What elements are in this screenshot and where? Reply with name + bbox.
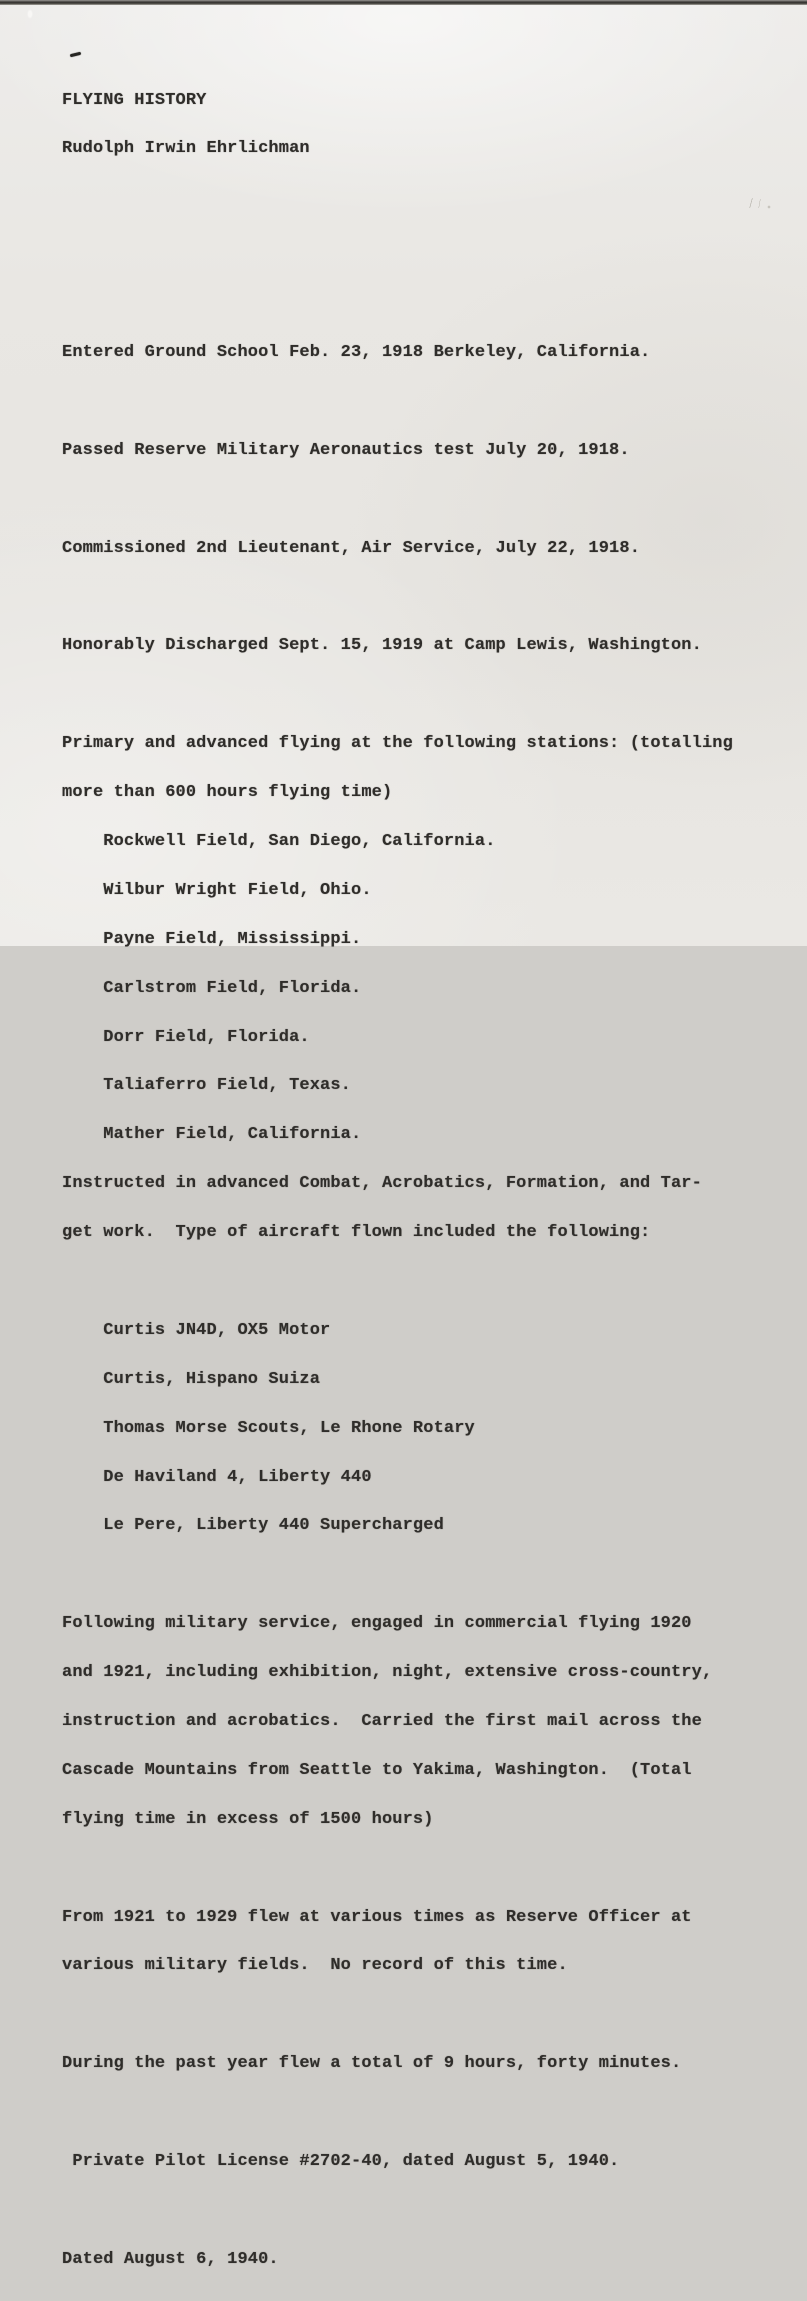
doc-line xyxy=(62,394,782,410)
doc-line xyxy=(62,2203,782,2219)
doc-line-station: Dorr Field, Florida. xyxy=(62,1027,310,1047)
doc-line-aircraft: Thomas Morse Scouts, Le Rhone Rotary xyxy=(62,1418,475,1438)
doc-line xyxy=(62,687,782,703)
doc-line-dated: Dated August 6, 1940. xyxy=(62,2249,279,2269)
doc-line-reserve: From 1921 to 1929 flew at various times as Reserve Officer at xyxy=(62,1907,692,1927)
doc-line-commercial: and 1921, including exhibition, night, extensive cross-country, xyxy=(62,1663,713,1683)
doc-line xyxy=(62,1567,782,1583)
doc-line-commercial: flying time in excess of 1500 hours) xyxy=(62,1809,434,1829)
doc-line-commissioned: Commissioned 2nd Lieutenant, Air Service, July 22, 1918. xyxy=(62,538,641,558)
doc-line xyxy=(62,492,782,508)
doc-line xyxy=(62,1861,782,1877)
scan-top-edge xyxy=(0,0,807,5)
doc-line-aircraft: Curtis, Hispano Suiza xyxy=(62,1369,321,1389)
doc-line-stations-intro: Primary and advanced flying at the following stations: (totalling xyxy=(62,734,733,754)
doc-line-aircraft: Le Pere, Liberty 440 Supercharged xyxy=(62,1516,444,1536)
doc-line xyxy=(62,239,782,255)
doc-line-instructed: Instructed in advanced Combat, Acrobatics, Formation, and Tar- xyxy=(62,1174,702,1194)
doc-line-station: Taliaferro Field, Texas. xyxy=(62,1076,352,1096)
doc-line-aircraft: Curtis JN4D, OX5 Motor xyxy=(62,1320,331,1340)
doc-line-commercial: instruction and acrobatics. Carried the first mail across the xyxy=(62,1711,702,1731)
doc-line-instructed: get work. Type of aircraft flown included the following: xyxy=(62,1223,651,1243)
doc-line-passed-test: Passed Reserve Military Aeronautics test July 20, 1918. xyxy=(62,440,630,460)
doc-title: FLYING HISTORY xyxy=(62,90,207,110)
doc-line-license: Private Pilot License #2702-40, dated August 5, 1940. xyxy=(62,2152,620,2171)
doc-line-past-year: During the past year flew a total of 9 hours, forty minutes. xyxy=(62,2054,682,2074)
typewritten-text xyxy=(62,60,782,2301)
doc-line-discharged: Honorably Discharged Sept. 15, 1919 at Camp Lewis, Washington. xyxy=(62,636,702,656)
doc-line-station: Carlstrom Field, Florida. xyxy=(62,978,362,998)
doc-line-entered-ground-school: Entered Ground School Feb. 23, 1918 Berkeley, California. xyxy=(62,343,651,363)
doc-line-stations-intro: more than 600 hours flying time) xyxy=(62,783,393,803)
doc-line xyxy=(62,2105,782,2121)
doc-line xyxy=(62,590,782,606)
doc-line xyxy=(62,1274,782,1290)
doc-line-station: Mather Field, California. xyxy=(62,1125,362,1145)
doc-line xyxy=(62,190,782,206)
doc-line xyxy=(62,2007,782,2023)
doc-author: Rudolph Irwin Ehrlichman xyxy=(62,139,310,159)
doc-line-station: Payne Field, Mississippi. xyxy=(62,929,362,949)
doc-line xyxy=(62,288,782,304)
doc-line-station: Rockwell Field, San Diego, California. xyxy=(62,831,496,851)
doc-line-reserve: various military fields. No record of this time. xyxy=(62,1956,568,1976)
pen-dash-mark xyxy=(70,52,81,58)
doc-line-commercial: Cascade Mountains from Seattle to Yakima, Washington. (Total xyxy=(62,1760,692,1780)
doc-line-station: Wilbur Wright Field, Ohio. xyxy=(62,880,372,900)
doc-line-commercial: Following military service, engaged in commercial flying 1920 xyxy=(62,1614,692,1634)
doc-line-aircraft: De Haviland 4, Liberty 440 xyxy=(62,1467,372,1487)
paper-speck xyxy=(27,9,33,19)
